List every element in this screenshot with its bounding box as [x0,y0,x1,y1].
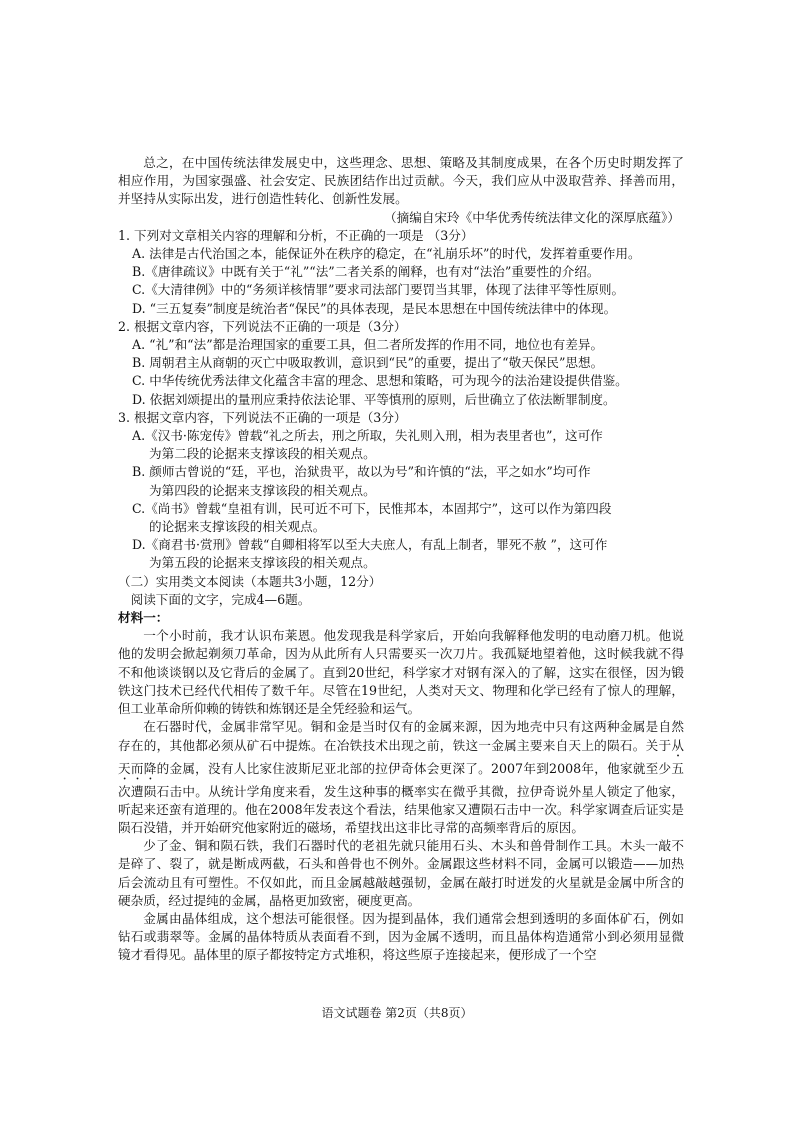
question-stem: 2. 根据文章内容，下列说法不正确的一项是（3分） [118,318,407,334]
question-stem: 1. 下列对文章相关内容的理解和分析，不正确的一项是 （3分） [118,227,474,243]
material-paragraph-2 [118,718,684,837]
passage-conclusion: 总之，在中国传统法律发展史中，这些理念、思想、策略及其制度成果，在各个历史时期发挥了相应作用，为国家强盛、社会安定、民族团结作出过贡献。今天，我们应从中汲取营养、择善而用，并坚持从实际出发，进行创造性转化、创新性发展。 [118,155,684,207]
option-a-line2: 为第二段的论据来支撑该段的相关观点。 [149,446,376,462]
option-b [118,463,684,499]
option-b: B.《唐律疏议》中既有关于“礼”“法”二者关系的阐释，也有对“法治”重要性的介绍。 [132,264,600,280]
question-stem: 3. 根据文章内容，下列说法不正确的一项是（3分） [118,409,407,425]
section-instruction: 阅读下面的文字，完成4—6题。 [130,591,311,607]
option-b-line2: 为第四段的论据来支撑该段的相关观点。 [149,482,376,498]
option-d: D. “三五复奏”制度是统治者“保民”的具体表现，是民本思想在中国传统法律中的体现。 [132,300,617,316]
option-c: C. 中华传统优秀法律文化蕴含丰富的理念、思想和策略，可为现今的法治建设提供借鉴。 [132,373,628,389]
passage-source: （摘编自宋玲《中华优秀传统法律文化的深厚底蕴》） [384,209,680,225]
option-a: A. 法律是古代治国之本，能保证外在秩序的稳定，在“礼崩乐坏”的时代，发挥着重要作用。 [132,246,641,262]
material-paragraph-1: 一个小时前，我才认识布莱恩。他发现我是科学家后，开始向我解释他发明的电动磨刀机。他说他的发明会掀起剃须刀革命，因为从此所有人只需要买一次刀片。我孤疑地望着他，这时候我就不得不和他谈谈钢以及它背后的金属了。直到20世纪，科学家才对钢有深入的了解，这实在很怪，因为锻铁这门技术已经代代相传了数千年。尽管在19世纪，人类对天文、物理和化学已经有了惊人的理解，但工业革命所仰赖的铸铁和炼钢还是全凭经验和运气。 [118,628,684,717]
option-a: A. “礼”和“法”都是治理国家的重要工具，但二者所发挥的作用不同，地位也有差异。 [132,337,604,353]
question-2 [118,318,684,409]
option-a-line1: A.《汉书·陈宠传》曾载“礼之所去，刑之所取，失礼则入刑，相为表里者也”，这可作 [132,428,603,444]
option-d-line2: 为第五段的论据来支撑该段的相关观点。 [149,555,376,571]
page-footer: 语文试题卷 第2页（共8页） [321,1006,473,1020]
option-d: D. 依据刘颂提出的量刑应秉持依法论罪、平等慎刑的原则，后世确立了依法断罪制度。 [132,391,616,407]
material-paragraph-2-start: 在石器时代，金属非常罕见。铜和金是当时仅有的金属来源，因为地壳中只有这两种金属是自然存在的，其他都必须从矿石中提炼。在冶铁技术出现之前，铁这一金属主要来自天上的陨石。关于 [118,719,684,753]
option-b-line1: B. 颜师古曾说的“廷，平也，治狱贵平，故以为号”和许慎的“法，平之如水”均可作 [132,464,591,480]
material-label: 材料一： [118,610,169,626]
option-c-line1: C.《尚书》曾载“皇祖有训，民可近不可下，民惟邦本，本固邦宁”，这可以作为第四段 [132,500,612,516]
option-d-line1: D.《商君书·赏刑》曾载“自卿相将军以至大夫庶人，有乱上制者，罪死不赦 ”，这可作 [132,537,608,553]
material-paragraph-2-end: 的金属，没有人比家住波斯尼亚北部的拉伊奇体会更深了。2007年到2008年，他家就至少五次遭陨石击中。从统计学角度来看，发生这种事的概率实在微乎其微，拉伊奇说外星人锁定了他家，听起来还蛮有道理的。他在2008年发表这个看法，结果他家又遭陨石击中一次。科学家调查后证实是陨石没错，并开始研究他家附近的磁场，希望找出这非比寻常的高频率背后的原因。 [118,760,684,835]
option-d [118,536,684,572]
option-c-line2: 的论据来支撑该段的相关观点。 [149,519,326,535]
material-paragraph-4: 金属由晶体组成，这个想法可能很怪。因为提到晶体，我们通常会想到透明的多面体矿石，例如钻石或翡翠等。金属的晶体特质从表面看不到，因为金属不透明，而且晶体构造通常小到必须用显微镜才看得见。晶体里的原子都按特定方式堆积，将这些原子连接起来，便形成了一个空 [118,910,684,963]
section-heading: （二）实用类文本阅读（本题共3小题，12分） [118,573,382,589]
option-a [118,427,684,463]
option-c: C.《大清律例》中的“务须详核情罪”要求司法部门要罚当其罪，体现了法律平等性原则。 [132,282,625,298]
page-content [118,154,684,965]
question-3 [118,409,684,573]
option-c [118,500,684,536]
option-b: B. 周朝君主从商朝的灭亡中吸取教训，意识到“民”的重要，提出了“敬天保民”思想。 [132,355,604,371]
question-1 [118,227,684,318]
material-paragraph-3: 少了金、铜和陨石铁，我们石器时代的老祖先就只能用石头、木头和兽骨制作工具。木头一敲不是碎了、裂了，就是断成两截，石头和兽骨也不例外。金属跟这些材料不同，金属可以锻造——加热后会流动且有可塑性。不仅如此，而且金属越敲越强韧，金属在敲打时迸发的火星就是金属中所含的硬杂质，经过提纯的金属，晶格更加致密，硬度更高。 [118,838,684,908]
emphasized-phrase: 从天而降 [118,737,684,776]
